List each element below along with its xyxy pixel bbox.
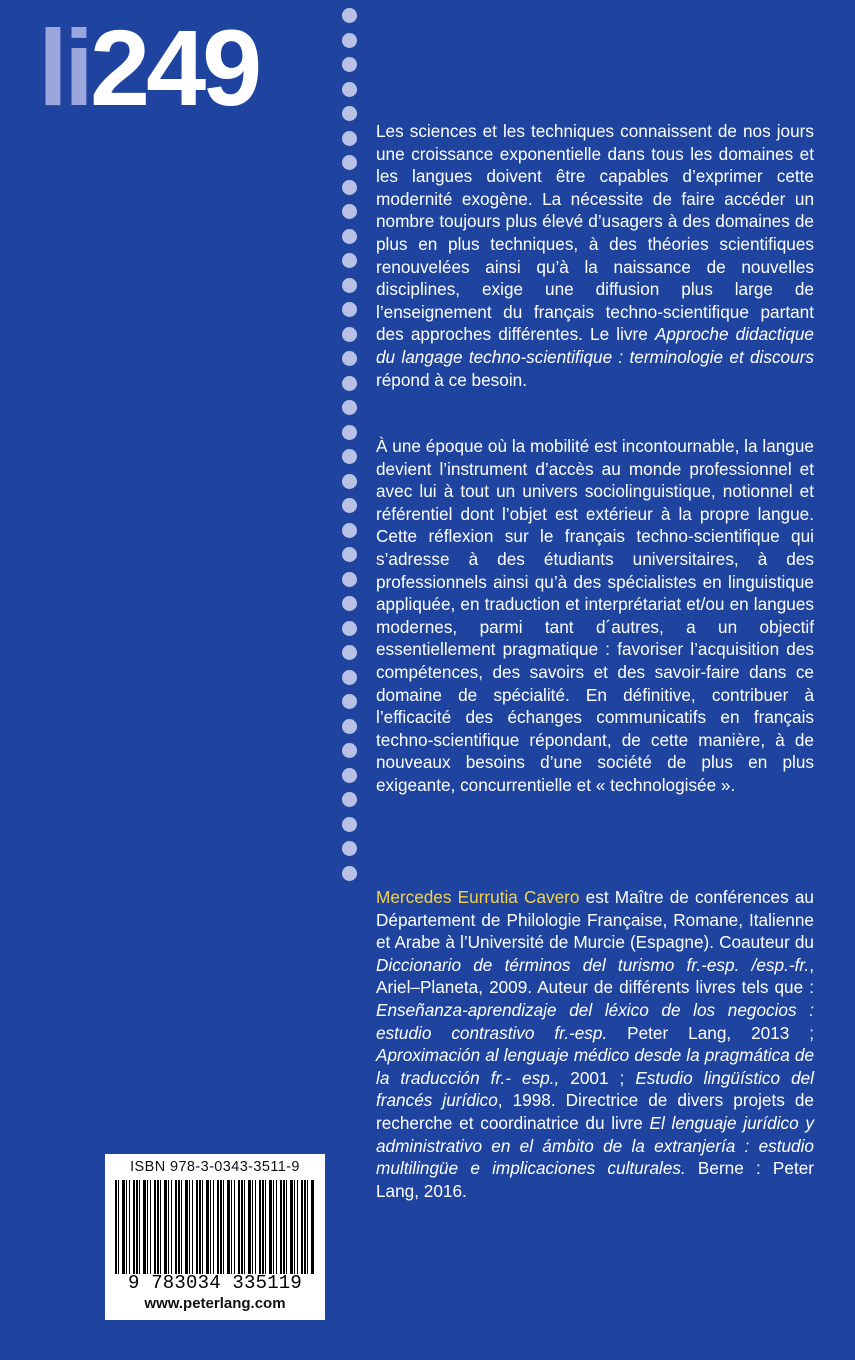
- decorative-dot: [342, 743, 357, 758]
- publisher-website: www.peterlang.com: [144, 1295, 286, 1312]
- author-biography: Mercedes Eurrutia Cavero est Maître de conférences au Département de Philologie Française, Romane, Italienne et Arabe à l’Université de Murcie (Espagne). Coauteur du Diccionario de términos del turismo fr.-esp. /esp.-fr., Ariel–Planeta, 2009. Auteur de différents livres tels que : Enseñanza-aprendizaje del léxico de los negocios : estudio contrastivo fr.-esp. Peter Lang, 2013 ; Aproximación al lenguaje médico desde la pragmática de la traducción fr.- esp., 2001 ; Estudio lingüístico del francés jurídico, 1998. Directrice de divers projets de recherche et coordinatrice du livre El lenguaje jurídico y administrativo en el ámbito de la extranjería : estudio multilingüe e implicaciones culturales. Berne : Peter Lang, 2016.: [376, 887, 815, 1201]
- decorative-dot: [342, 474, 357, 489]
- decorative-dot: [342, 841, 357, 856]
- decorative-dot: [342, 596, 357, 611]
- isbn-number: ISBN 978-3-0343-3511-9: [130, 1159, 300, 1175]
- decorative-dot: [342, 670, 357, 685]
- decorative-dot: [342, 523, 357, 538]
- decorative-dot: [342, 817, 357, 832]
- decorative-dot: [342, 180, 357, 195]
- isbn-barcode: [105, 1154, 325, 1320]
- decorative-dot: [342, 376, 357, 391]
- book-title: Approche didactique du langage techno-scientifique : terminologie et discours: [376, 324, 814, 367]
- description-paragraph-1: Les sciences et les techniques connaissent de nos jours une croissance exponentielle dans tous les domaines et les langues doivent être capables d’exprimer cette modernité exogène. La nécessite de faire accéder un nombre toujours plus élevé d’usagers à des domaines de plus en plus techniques, à des théories scientifiques renouvelées ainsi qu’à la naissance de nouvelles disciplines, exige une diffusion plus large de l’enseignement du français techno-scientifique partant des approches différentes. Le livre Approche didactique du langage techno-scientifique : terminologie et discours répond à ce besoin.: [376, 121, 814, 390]
- decorative-dot: [342, 82, 357, 97]
- description-paragraph-2: À une époque où la mobilité est incontournable, la langue devient l’instrument d’accès au monde professionnel et avec lui à tout un univers sociolinguistique, notionnel et référentiel dont l’objet est extérieur à la propre langue. Cette réflexion sur le français techno-scientifique qui s’adresse à des étudiants universitaires, à des professionnels ainsi qu’à des spécialistes en linguistique appliquée, en traduction et interprétariat et/ou en langues modernes, parmi tant d´autres, a un objectif essentiellement pragmatique : favoriser l’acquisition des compétences, des savoirs et des savoir-faire dans ce domaine de spécialité. En définitive, contribuer à l’efficacité des échanges communicatifs en français techno-scientifique répondant, de cette manière, à de nouveaux besoins d’une société de plus en plus exigeante, concurrentielle et « technologisée ».: [376, 436, 814, 795]
- decorative-dot: [342, 327, 357, 342]
- series-number: 249: [90, 7, 259, 128]
- decorative-dot: [342, 302, 357, 317]
- decorative-dot: [342, 33, 357, 48]
- decorative-dot: [342, 866, 357, 881]
- decorative-dot: [342, 155, 357, 170]
- decorative-dot: [342, 8, 357, 23]
- decorative-dot-column: [342, 8, 358, 890]
- decorative-dot: [342, 768, 357, 783]
- series-logo: [38, 7, 259, 128]
- decorative-dot: [342, 645, 357, 660]
- decorative-dot: [342, 106, 357, 121]
- decorative-dot: [342, 278, 357, 293]
- barcode-digits: 9 783034 335119: [127, 1272, 303, 1294]
- decorative-dot: [342, 498, 357, 513]
- decorative-dot: [342, 425, 357, 440]
- decorative-dot: [342, 572, 357, 587]
- author-name: Mercedes Eurrutia Cavero: [376, 887, 580, 907]
- decorative-dot: [342, 449, 357, 464]
- decorative-dot: [342, 351, 357, 366]
- decorative-dot: [342, 229, 357, 244]
- decorative-dot: [342, 131, 357, 146]
- series-prefix: li: [38, 7, 91, 128]
- decorative-dot: [342, 400, 357, 415]
- decorative-dot: [342, 204, 357, 219]
- decorative-dot: [342, 547, 357, 562]
- barcode-bars: [115, 1180, 315, 1274]
- decorative-dot: [342, 253, 357, 268]
- decorative-dot: [342, 621, 357, 636]
- decorative-dot: [342, 57, 357, 72]
- decorative-dot: [342, 792, 357, 807]
- decorative-dot: [342, 694, 357, 709]
- decorative-dot: [342, 719, 357, 734]
